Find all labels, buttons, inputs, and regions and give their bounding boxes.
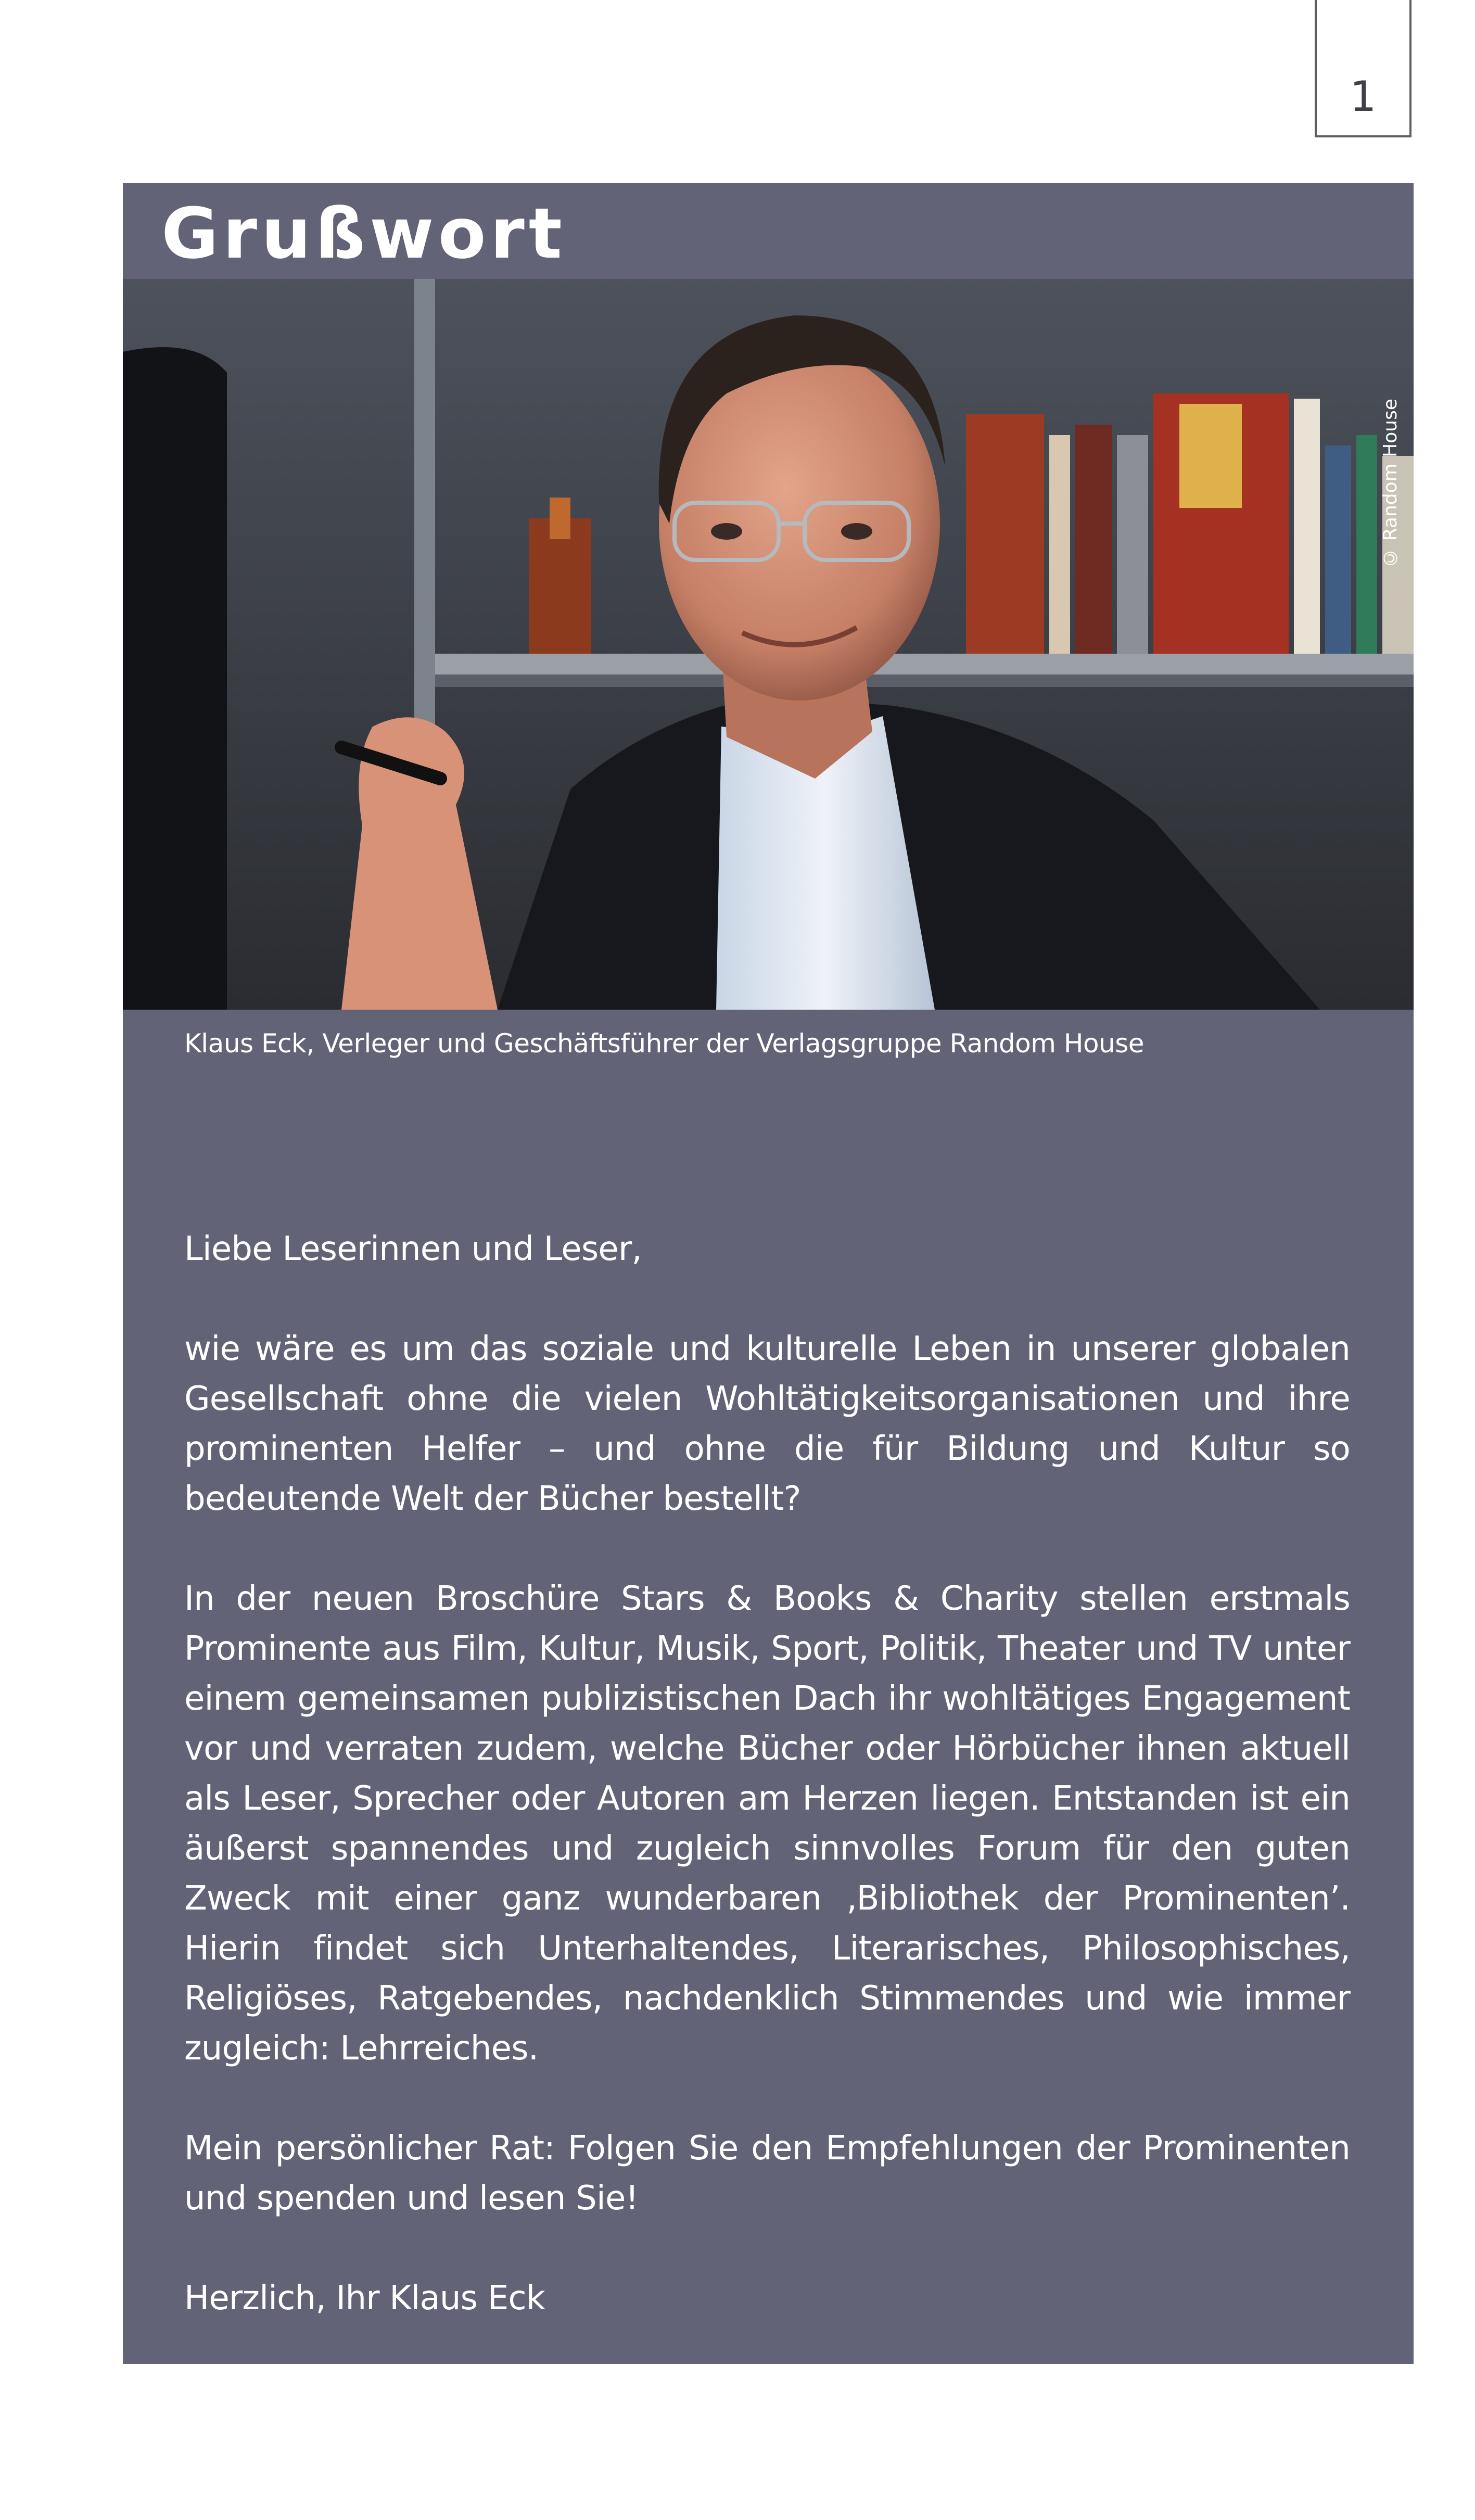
letter-salutation: Liebe Leserinnen und Leser, <box>184 1230 642 1268</box>
page-number: 1 <box>1350 72 1377 121</box>
page-number-box <box>1315 0 1412 137</box>
letter-body <box>184 1224 1350 2373</box>
photo-credit: © Random House <box>1380 399 1401 568</box>
letter-paragraph: In der neuen Broschüre Stars & Books & Charity stellen erstmals Prominente aus Film, Kultur, Musik, Sport, Politik, Theater und TV unter einem gemeinsamen publizistischen Dach ihr wohltätiges Engagement vor und verraten zudem, welche Bücher oder Hörbücher ihnen aktuell als Leser, Sprecher oder Autoren am Herzen liegen. Entstanden ist ein äußerst spannendes und zugleich sinnvolles Forum für den guten Zweck mit einer ganz wunderbaren ‚Bibliothek der Prominenten’. Hierin findet sich Unterhaltendes, Literarisches, Philosophisches, Religiöses, Ratgebendes, nachdenklich Stimmendes und wie immer zugleich: Lehrreiches. <box>184 1580 1350 2068</box>
letter-paragraph: Mein persönlicher Rat: Folgen Sie den Empfehlungen der Prominenten und spenden und lesen Sie! <box>184 2129 1350 2218</box>
page-title: Grußwort <box>161 193 566 274</box>
letter-paragraph: wie wäre es um das soziale und kulturelle Leben in unserer globalen Gesellschaft ohne die vielen Wohltätigkeitsorganisationen und ihre prominenten Helfer – und ohne die für Bildung und Kultur so bedeutende Welt der Bücher bestellt? <box>184 1330 1350 1518</box>
greeting-panel <box>123 183 1414 2364</box>
photo-caption: Klaus Eck, Verleger und Geschäftsführer der Verlagsgruppe Random House <box>184 1028 1145 1059</box>
portrait-illustration <box>123 279 1414 1010</box>
letter-closing: Herzlich, Ihr Klaus Eck <box>184 2279 545 2318</box>
portrait-photo <box>123 279 1414 1010</box>
